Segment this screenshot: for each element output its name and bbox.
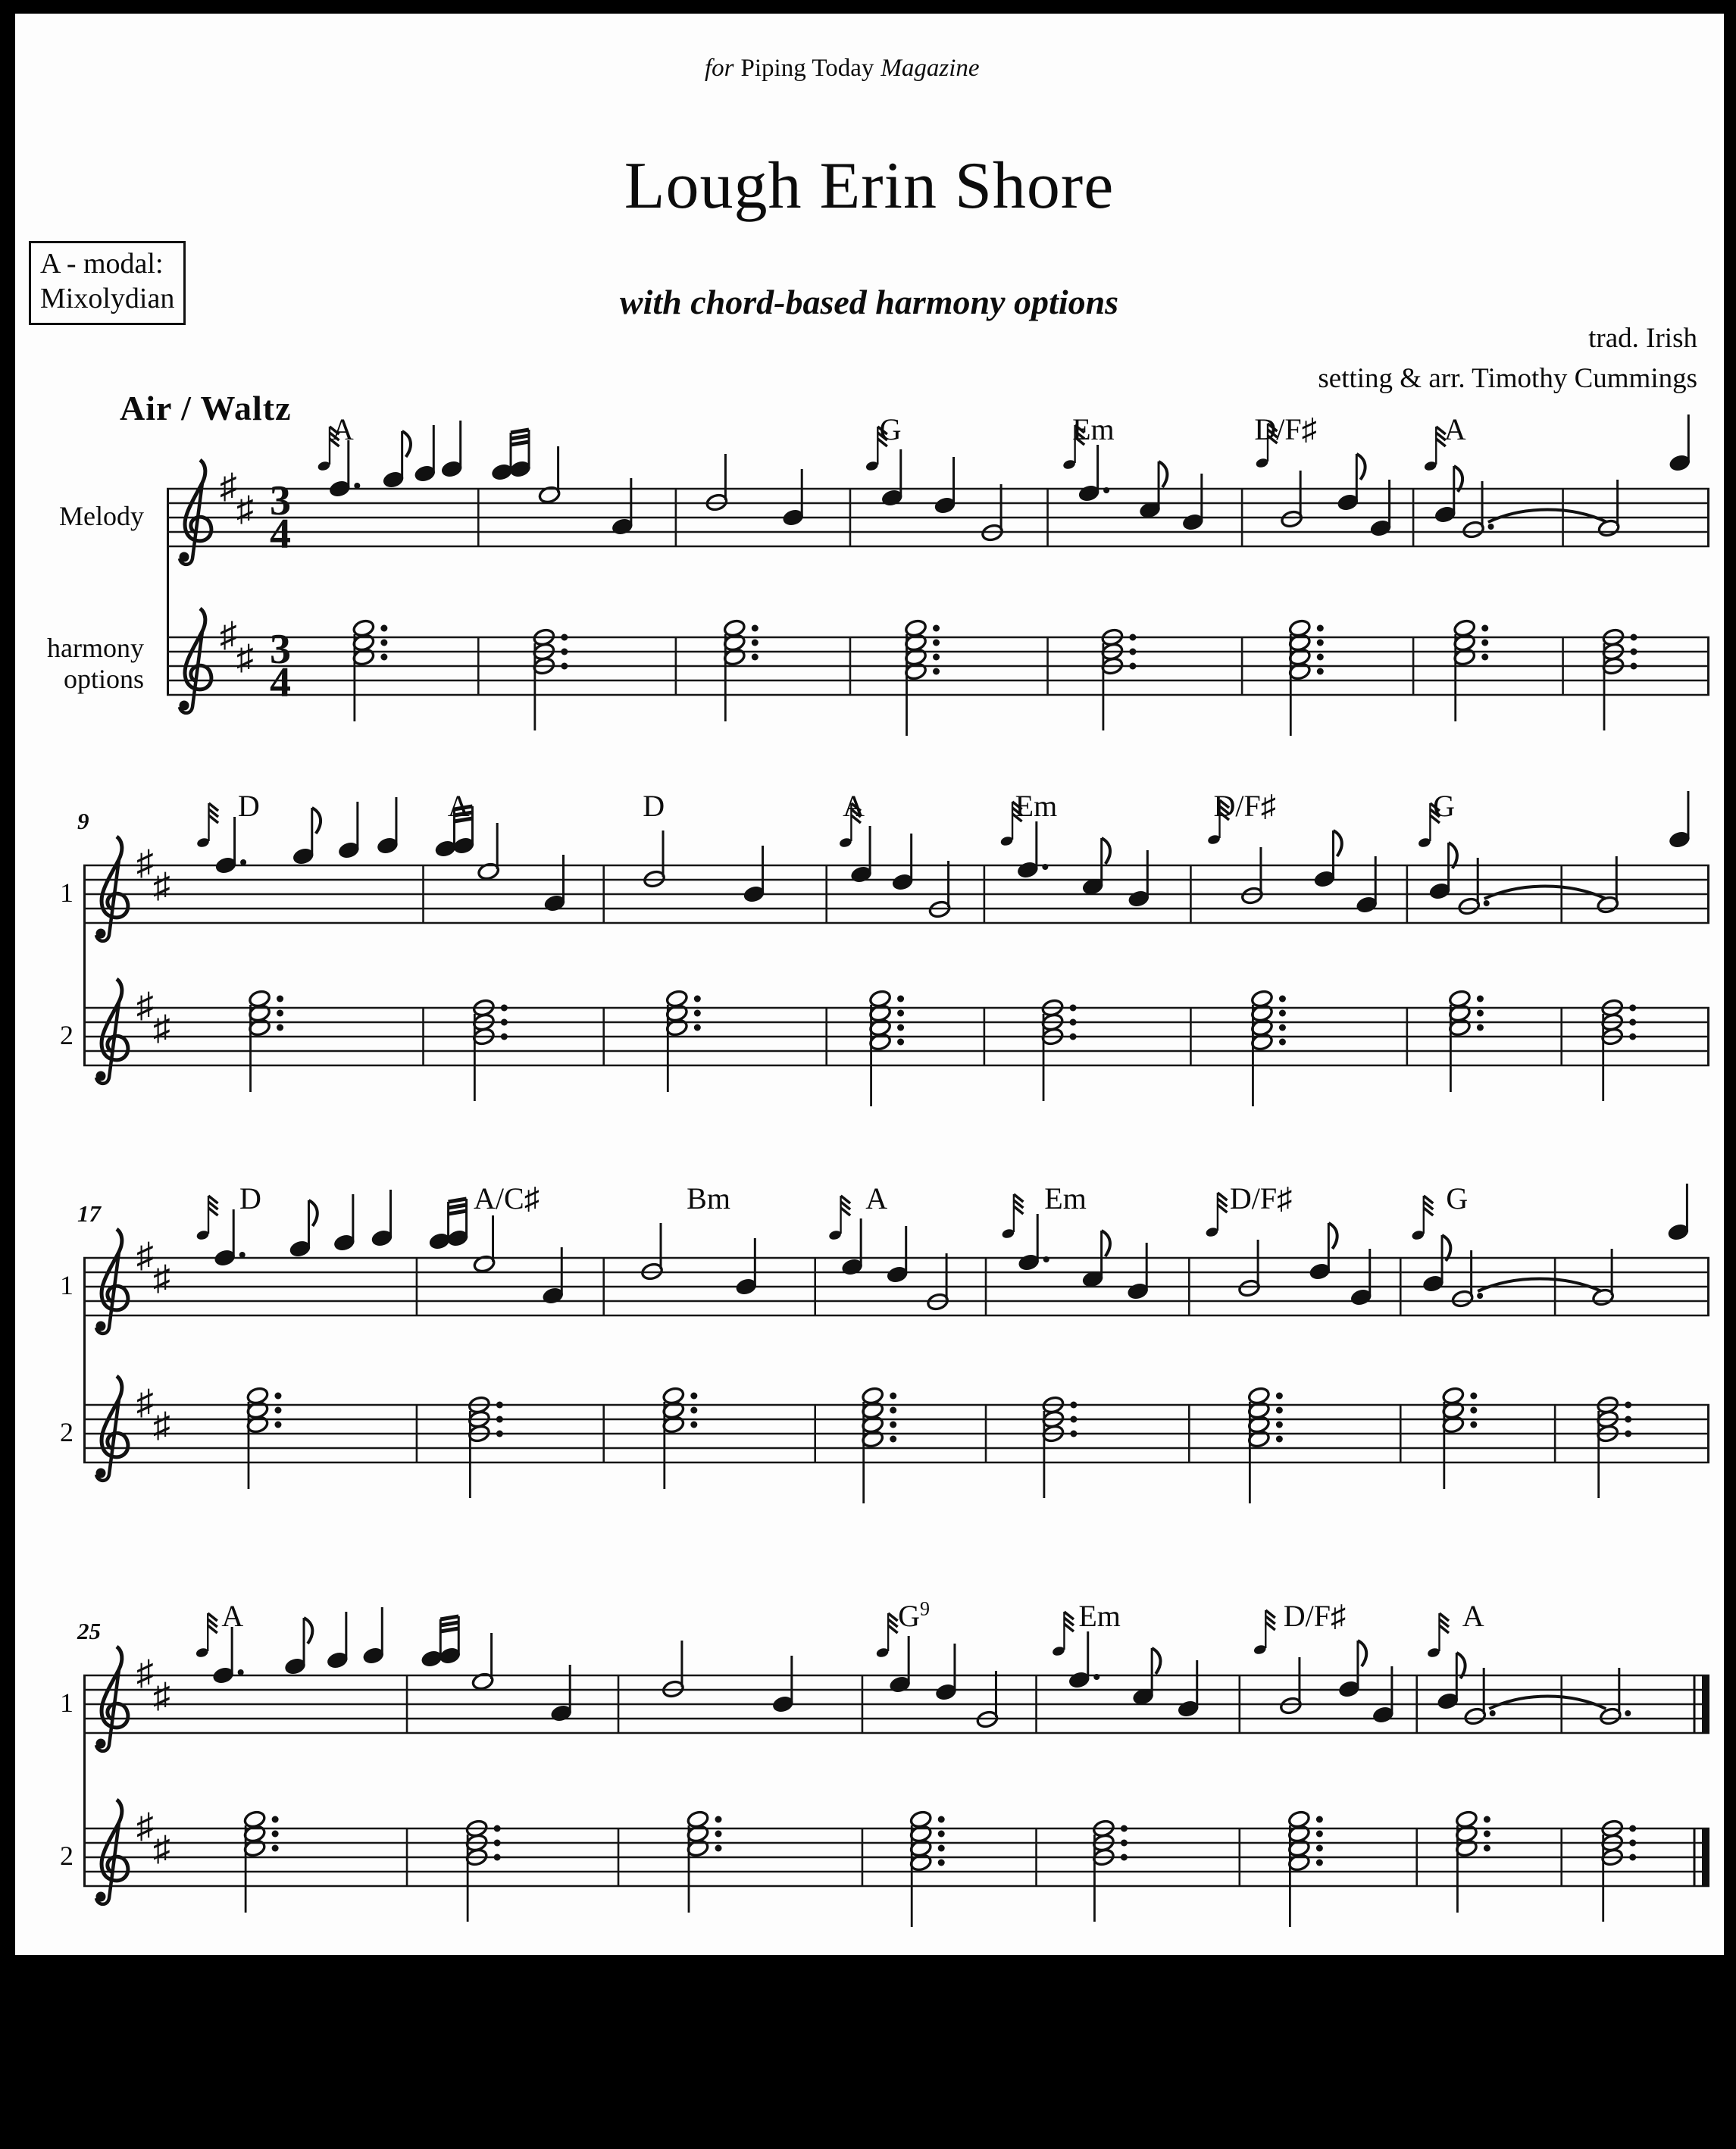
credit-arranger: setting & arr. Timothy Cummings bbox=[1318, 363, 1697, 394]
key-mode-line1: A - modal: bbox=[40, 248, 164, 280]
chord-symbol bbox=[1444, 411, 1466, 447]
chord-root: A bbox=[447, 789, 470, 823]
sharp-icon: ♯ bbox=[153, 1676, 170, 1715]
chord-symbol bbox=[221, 1598, 243, 1634]
chord-symbol bbox=[643, 788, 665, 824]
chord-root: D/F♯ bbox=[1229, 1181, 1293, 1215]
chord-root: G bbox=[1433, 789, 1456, 823]
sharp-icon: ♯ bbox=[153, 1009, 170, 1047]
chord-symbol bbox=[1433, 788, 1455, 824]
svg-text:4: 4 bbox=[270, 511, 291, 558]
dedication-publication: Piping Today bbox=[740, 55, 874, 82]
chord-extension: 9 bbox=[920, 1597, 931, 1620]
chord-root: D/F♯ bbox=[1213, 789, 1276, 823]
staff1-label: 1 bbox=[60, 877, 74, 908]
key-mode-box bbox=[29, 241, 186, 325]
chord-root: Em bbox=[1044, 1181, 1087, 1215]
treble-clef-icon bbox=[96, 1647, 128, 1751]
treble-clef-icon bbox=[180, 608, 211, 713]
sharp-icon: ♯ bbox=[136, 843, 154, 882]
chord-root: D/F♯ bbox=[1283, 1599, 1346, 1633]
measure-number: 25 bbox=[77, 1618, 101, 1644]
chord-root: G bbox=[879, 412, 902, 446]
dedication-magazine: Magazine bbox=[881, 55, 980, 82]
chord-root: D bbox=[237, 789, 260, 823]
measure-number: 9 bbox=[77, 808, 89, 834]
piece-title: Lough Erin Shore bbox=[624, 149, 1115, 223]
svg-text:4: 4 bbox=[270, 659, 291, 706]
chord-root: Bm bbox=[687, 1181, 730, 1215]
chord-root: A bbox=[1444, 412, 1466, 446]
chord-root: Em bbox=[1078, 1599, 1121, 1633]
sharp-icon: ♯ bbox=[136, 1653, 154, 1692]
chord-symbol bbox=[1078, 1598, 1121, 1634]
chord-symbol bbox=[1213, 788, 1275, 824]
staff-harmony bbox=[83, 1738, 1709, 1946]
sharp-icon: ♯ bbox=[153, 1406, 170, 1444]
chord-root: G bbox=[1446, 1181, 1469, 1215]
harmony-staff-notation bbox=[83, 1314, 1709, 1519]
treble-clef-icon bbox=[96, 979, 128, 1084]
sharp-icon: ♯ bbox=[153, 1259, 170, 1297]
sharp-icon: ♯ bbox=[153, 866, 170, 905]
harmony-staff-notation bbox=[83, 917, 1709, 1121]
chord-symbol bbox=[1072, 411, 1115, 447]
harmony-staff-notation bbox=[83, 1738, 1709, 1942]
chord-symbol bbox=[474, 1181, 540, 1216]
chord-symbol bbox=[239, 1181, 261, 1216]
key-mode-line2: Mixolydian bbox=[40, 283, 175, 315]
chord-root: D bbox=[239, 1181, 261, 1215]
chord-symbol bbox=[1446, 1181, 1468, 1216]
chord-root: D bbox=[643, 789, 665, 823]
sharp-icon: ♯ bbox=[153, 1829, 170, 1868]
treble-clef-icon bbox=[96, 1800, 128, 1904]
sharp-icon: ♯ bbox=[136, 1806, 154, 1845]
sharp-icon: ♯ bbox=[220, 615, 237, 654]
chord-symbol bbox=[865, 1181, 887, 1216]
chord-symbol bbox=[448, 788, 470, 824]
chord-symbol bbox=[1230, 1181, 1292, 1216]
treble-clef-icon bbox=[96, 1376, 128, 1481]
sharp-icon: ♯ bbox=[136, 1383, 154, 1422]
staff1-label: 1 bbox=[60, 1270, 74, 1300]
staff1-label: 1 bbox=[60, 1688, 74, 1718]
chord-root: Em bbox=[1015, 789, 1058, 823]
chord-symbol bbox=[1015, 788, 1058, 824]
chord-symbol bbox=[880, 411, 902, 447]
chord-root: A bbox=[865, 1181, 888, 1215]
staff2-label: 2 bbox=[60, 1417, 74, 1447]
credit-tradition: trad. Irish bbox=[1588, 323, 1697, 354]
chord-root: A bbox=[331, 412, 354, 446]
chord-symbol bbox=[1284, 1598, 1346, 1634]
sharp-icon: ♯ bbox=[136, 986, 154, 1024]
measure-number: 17 bbox=[77, 1200, 101, 1227]
sharp-icon: ♯ bbox=[220, 467, 237, 505]
chord-symbol bbox=[332, 411, 354, 447]
staff-harmony bbox=[83, 917, 1709, 1125]
chord-root: A bbox=[221, 1599, 244, 1633]
piece-subtitle: with chord-based harmony options bbox=[619, 283, 1119, 321]
chord-symbol bbox=[898, 1598, 930, 1634]
sharp-icon: ♯ bbox=[236, 490, 254, 528]
score-sheet bbox=[15, 14, 1724, 1955]
chord-symbol bbox=[1044, 1181, 1087, 1216]
chord-root: A bbox=[1462, 1599, 1484, 1633]
staff-harmony bbox=[83, 1314, 1709, 1522]
staff-harmony bbox=[167, 546, 1709, 755]
staff1-label: Melody bbox=[59, 501, 144, 531]
chord-symbol bbox=[238, 788, 260, 824]
sharp-icon: ♯ bbox=[236, 638, 254, 677]
chord-root: A bbox=[843, 789, 865, 823]
svg-text:3: 3 bbox=[270, 626, 291, 673]
chord-root: Em bbox=[1072, 412, 1115, 446]
chord-root: A/C♯ bbox=[474, 1181, 540, 1215]
svg-text:3: 3 bbox=[270, 477, 291, 524]
tempo-style-marking: Air / Waltz bbox=[120, 389, 292, 427]
chord-symbol bbox=[687, 1181, 730, 1216]
harmony-staff-notation bbox=[167, 546, 1709, 751]
chord-symbol bbox=[1462, 1598, 1484, 1634]
dedication-for: for bbox=[705, 55, 734, 82]
sharp-icon: ♯ bbox=[136, 1236, 154, 1275]
chord-root: D/F♯ bbox=[1254, 412, 1317, 446]
dedication bbox=[705, 55, 980, 83]
chord-root: G bbox=[898, 1599, 921, 1633]
chord-symbol bbox=[1254, 411, 1316, 447]
staff2-label: harmony options bbox=[47, 633, 144, 695]
staff2-label: 2 bbox=[60, 1020, 74, 1050]
chord-symbol bbox=[843, 788, 865, 824]
staff2-label: 2 bbox=[60, 1841, 74, 1871]
